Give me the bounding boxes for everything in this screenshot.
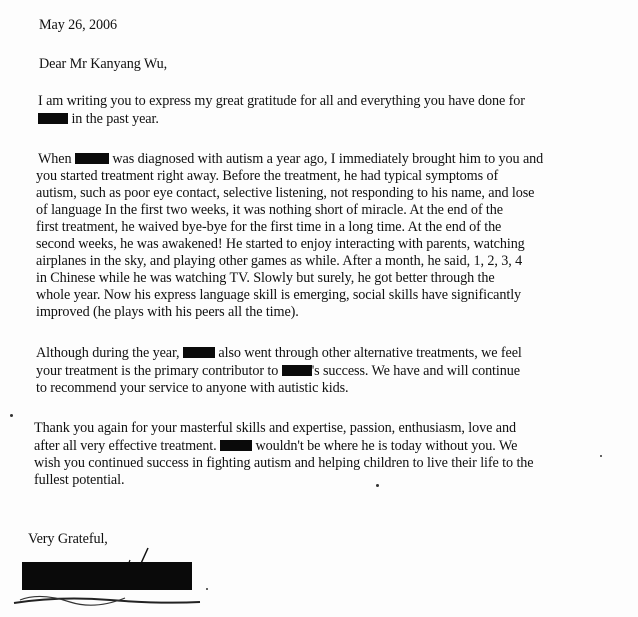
paragraph-4-line: after all very effective treatment. wouldn't be where he is today without you. We (34, 438, 518, 454)
paragraph-2-line: autism, such as poor eye contact, selective listening, not responding to his name, and lose (36, 185, 535, 201)
scan-speck (10, 414, 13, 417)
paragraph-4-line: wish you continued success in fighting autism and helping children to live their life to the (34, 455, 534, 471)
paragraph-1-line: I am writing you to express my great gratitude for all and everything you have done for (38, 93, 525, 109)
paragraph-2-line: you started treatment right away. Before the treatment, he had typical symptoms of (36, 168, 499, 184)
paragraph-2-line: improved (he plays with his peers all the time). (36, 304, 299, 320)
signature-redaction-bar (22, 562, 192, 590)
letter-date: May 26, 2006 (39, 17, 118, 33)
letter-salutation: Dear Mr Kanyang Wu, (39, 56, 168, 72)
scan-speck (206, 588, 208, 590)
redacted-name (38, 113, 68, 124)
redacted-name (75, 153, 109, 164)
paragraph-2-line: When was diagnosed with autism a year ago, I immediately brought him to you and (38, 151, 544, 167)
letter-closing: Very Grateful, (28, 531, 108, 547)
redacted-name (183, 347, 215, 358)
paragraph-4-line: Thank you again for your masterful skills and expertise, passion, enthusiasm, love and (34, 420, 516, 436)
redacted-name (220, 440, 252, 451)
paragraph-2-line: airplanes in the sky, and playing other games as while. After a month, he said, 1, 2, 3, 4 (36, 253, 523, 269)
paragraph-3-line: your treatment is the primary contributor to 's success. We have and will continue (36, 363, 520, 379)
paragraph-2-line: first treatment, he waived bye-bye for the first time in a long time. At the end of the (36, 219, 502, 235)
redacted-name (282, 365, 312, 376)
scan-speck (376, 484, 379, 487)
paragraph-4-line: fullest potential. (34, 472, 125, 488)
paragraph-2-line: in Chinese while he was watching TV. Slowly but surely, he got better through the (36, 270, 495, 286)
paragraph-1-line: in the past year. (38, 111, 159, 127)
paragraph-2-line: second weeks, he was awakened! He started to enjoy interacting with parents, watching (36, 236, 525, 252)
redacted-signature (0, 540, 240, 617)
paragraph-3-line: Although during the year, also went through other alternative treatments, we feel (36, 345, 522, 361)
signature-scribble (14, 599, 200, 603)
paragraph-2-line: of language In the first two weeks, it was nothing short of miracle. At the end of the (36, 202, 503, 218)
paragraph-2-line: whole year. Now his express language skill is emerging, social skills have significantly (36, 287, 522, 303)
paragraph-3-line: to recommend your service to anyone with autistic kids. (36, 380, 349, 396)
scan-speck (600, 455, 602, 457)
